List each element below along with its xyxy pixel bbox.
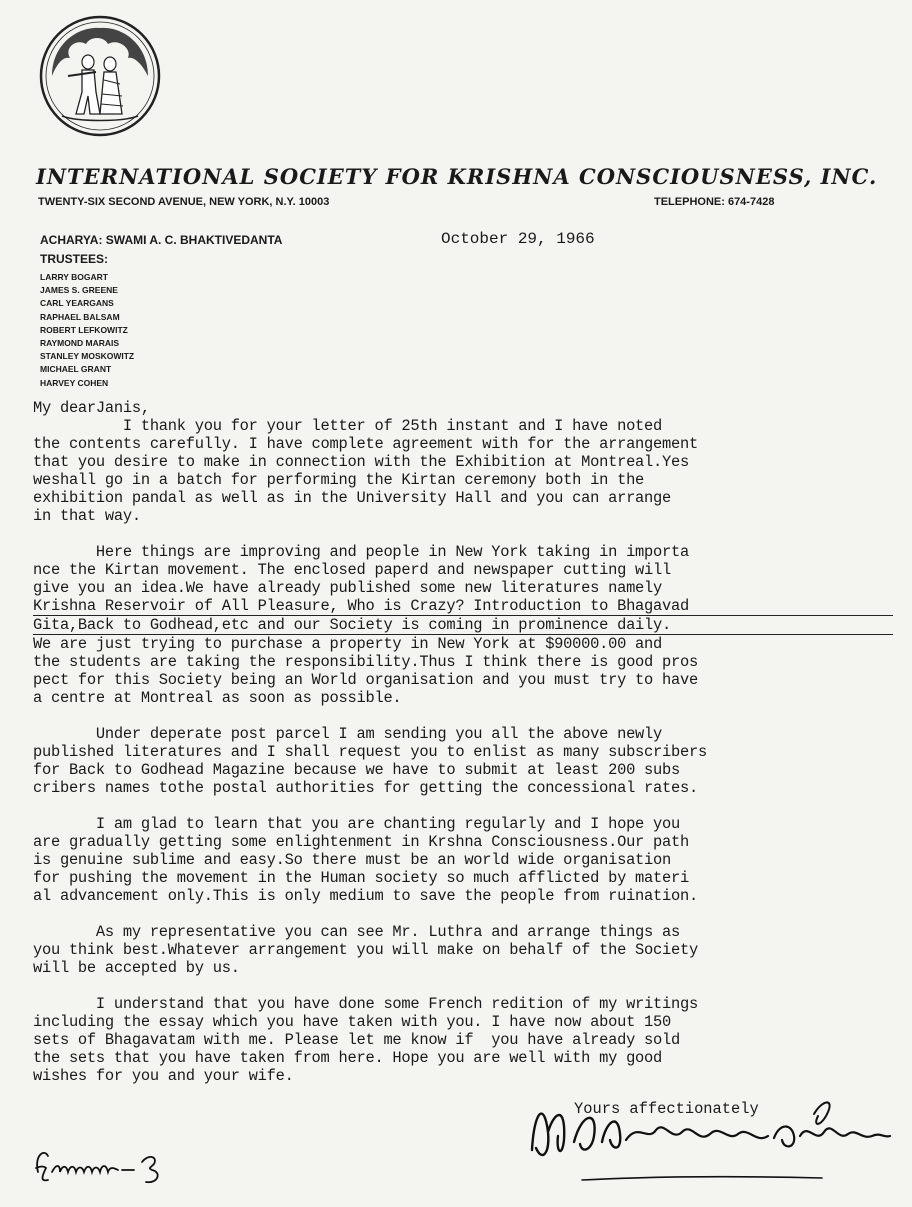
paragraph-gap (33, 797, 893, 815)
trustee-name: RAYMOND MARAIS (40, 338, 120, 349)
letter-line: including the essay which you have taken with you. I have now about 150 (33, 1013, 671, 1031)
letter-line: the sets that you have taken from here. Hope you are well with my good (33, 1049, 663, 1067)
trustee-name: LARRY BOGART (40, 272, 108, 282)
trustee-name: MICHAEL GRANT (40, 364, 112, 375)
trustee-name: STANLEY MOSKOWITZ (40, 351, 135, 362)
letter-line: that you desire to make in connection with the Exhibition at Montreal.Yes (33, 453, 689, 471)
letter-line: al advancement only.This is only medium to save the people from ruination. (33, 887, 698, 905)
letter-line: pect for this Society being an World organisation and you must try to have (33, 671, 698, 689)
trustees-list (40, 271, 134, 390)
letter-line: I am glad to learn that you are chanting regularly and I hope you (33, 815, 680, 833)
letter-line: Gita,Back to Godhead,etc and our Society is coming in prominence daily. (33, 616, 893, 635)
letter-date: October 29, 1966 (441, 230, 595, 248)
handwritten-signature (522, 1092, 897, 1187)
closing-salutation: Yours affectionately (574, 1100, 759, 1118)
letter-line: weshall go in a batch for performing the Kirtan ceremony both in the (33, 471, 645, 489)
letter-line: a centre at Montreal as soon as possible. (33, 689, 402, 707)
letter-line: in that way. (33, 507, 141, 525)
letter-line: Krishna Reservoir of All Pleasure, Who is Crazy? Introduction to Bhagavad (33, 597, 893, 616)
letter-line: My dearJanis, (33, 399, 150, 417)
letter-line: are gradually getting some enlightenment in Krshna Consciousness.Our path (33, 833, 689, 851)
paragraph-gap (33, 905, 893, 923)
letter-line: sets of Bhagavatam with me. Please let me know if you have already sold (33, 1031, 680, 1049)
letter-line: for Back to Godhead Magazine because we have to submit at least 200 subs (33, 761, 680, 779)
letter-line: nce the Kirtan movement. The enclosed paperd and newspaper cutting will (33, 561, 671, 579)
letter-line: published literatures and I shall request you to enlist as many subscribers (33, 743, 707, 761)
letter-line: wishes for you and your wife. (33, 1067, 294, 1085)
paragraph-gap (33, 977, 893, 995)
organization-address: TWENTY-SIX SECOND AVENUE, NEW YORK, N.Y. 10003 (38, 196, 330, 208)
letter-line: give you an idea.We have already published some new literatures namely (33, 579, 663, 597)
letter-line: As my representative you can see Mr. Luthra and arrange things as (33, 923, 680, 941)
letter-line: cribers names tothe postal authorities for getting the concessional rates. (33, 779, 698, 797)
acharya-line: ACHARYA: SWAMI A. C. BHAKTIVEDANTA (40, 233, 283, 247)
letter-line: We are just trying to purchase a property in New York at $90000.00 and (33, 635, 663, 653)
handwritten-enclosure-note (30, 1138, 175, 1190)
letter-body (33, 399, 893, 1085)
trustees-heading: TRUSTEES: (40, 252, 109, 266)
krishna-radha-emblem-icon (38, 14, 162, 138)
letter-line: exhibition pandal as well as in the University Hall and you can arrange (33, 489, 671, 507)
trustee-name: CARL YEARGANS (40, 298, 114, 309)
letter-line: you think best.Whatever arrangement you will make on behalf of the Society (33, 941, 698, 959)
letter-line: the students are taking the responsibility.Thus I think there is good pros (33, 653, 698, 671)
organization-name: INTERNATIONAL SOCIETY FOR KRISHNA CONSCIOUSNESS, INC. (36, 164, 878, 189)
letter-line: I thank you for your letter of 25th instant and I have noted (33, 417, 663, 435)
letter-line: Here things are improving and people in New York taking in importa (33, 543, 689, 561)
trustee-name: ROBERT LEFKOWITZ (40, 324, 128, 335)
letter-line: for pushing the movement in the Human society so much afflicted by materi (33, 869, 689, 887)
letter-line: Under deperate post parcel I am sending you all the above newly (33, 725, 663, 743)
letter-line: the contents carefully. I have complete agreement with for the arrangement (33, 435, 698, 453)
organization-telephone: TELEPHONE: 674-7428 (654, 196, 775, 208)
letter-line: I understand that you have done some French redition of my writings (33, 995, 698, 1013)
trustee-name: JAMES S. GREENE (40, 285, 118, 296)
trustee-name: HARVEY COHEN (40, 377, 109, 388)
letter-line: will be accepted by us. (33, 959, 240, 977)
trustee-name: RAPHAEL BALSAM (40, 311, 120, 322)
paragraph-gap (33, 525, 893, 543)
paragraph-gap (33, 707, 893, 725)
letter-line: is genuine sublime and easy.So there must be an world wide organisation (33, 851, 671, 869)
